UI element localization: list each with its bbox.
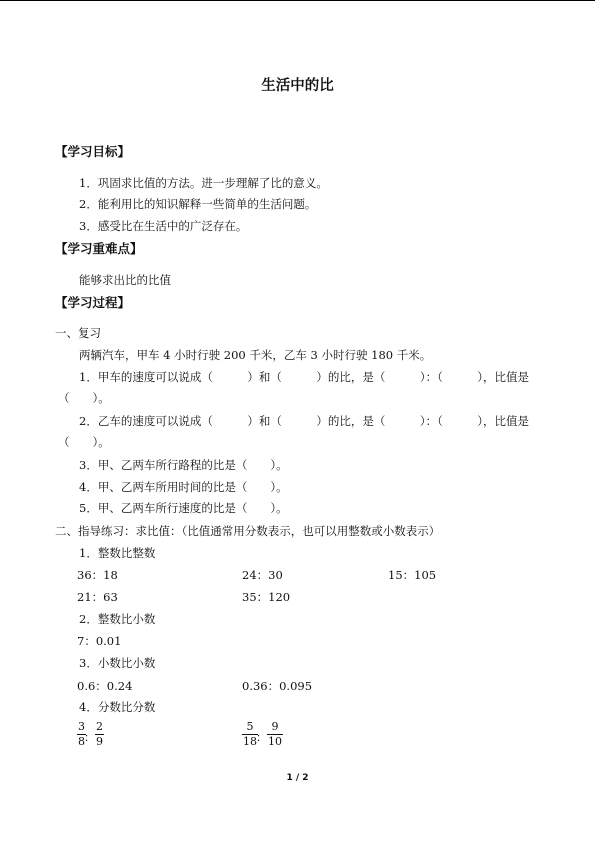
objectives-heading: 【学习目标】 (55, 144, 131, 159)
key-points-heading: 【学习重难点】 (55, 241, 143, 256)
fraction-numerator: 5 (246, 720, 254, 733)
page-top-border (0, 0, 595, 1)
ratio-item: 24：30 (242, 568, 283, 582)
ratio-item: 0.36：0.095 (242, 679, 313, 693)
review-q2-line1: 2．乙车的速度可以说成（ ）和（ ）的比，是（ ）：（ ），比值是 (79, 414, 530, 428)
ratio-item: 35：120 (242, 590, 291, 604)
fraction-denominator: 18 (243, 735, 257, 748)
review-q3: 3．甲、乙两车所行路程的比是（ ）。 (79, 458, 288, 472)
page-title: 生活中的比 (261, 78, 334, 94)
review-intro: 两辆汽车，甲车 4 小时行驶 200 千米，乙车 3 小时行驶 180 千米。 (79, 348, 432, 362)
key-points-text: 能够求出比的比值 (79, 273, 171, 287)
review-q1-line1: 1．甲车的速度可以说成（ ）和（ ）的比，是（ ）：（ ），比值是 (79, 370, 530, 384)
ratio-colon: ： (84, 731, 95, 744)
group1-label: 1．整数比整数 (79, 546, 156, 560)
group4-label: 4．分数比分数 (79, 700, 156, 714)
ratio-item: 21：63 (77, 590, 118, 604)
ratio-colon: ： (256, 731, 267, 744)
process-heading: 【学习过程】 (55, 295, 131, 310)
fraction-numerator: 9 (271, 720, 279, 733)
practice-heading: 二、指导练习：求比值：（比值通常用分数表示，也可以用整数或小数表示） (55, 524, 441, 538)
fraction-numerator: 2 (96, 720, 103, 733)
review-q1-line2: （ ）。 (58, 391, 110, 405)
fraction-9-10 (267, 721, 283, 748)
fraction-denominator: 9 (96, 735, 103, 748)
fraction-2-9 (95, 721, 104, 748)
fraction-denominator: 10 (268, 735, 282, 748)
objective-item-1: 1．巩固求比值的方法。进一步理解了比的意义。 (79, 176, 328, 190)
ratio-item: 7：0.01 (77, 634, 122, 648)
objective-item-3: 3．感受比在生活中的广泛存在。 (79, 219, 248, 233)
objective-item-2: 2．能利用比的知识解释一些简单的生活问题。 (79, 197, 317, 211)
fraction-numerator: 3 (78, 720, 85, 733)
group2-label: 2．整数比小数 (79, 612, 156, 626)
ratio-item: 15：105 (388, 568, 437, 582)
review-q5: 5．甲、乙两车所行速度的比是（ ）。 (79, 501, 288, 515)
ratio-item: 0.6：0.24 (77, 679, 133, 693)
review-q2-line2: （ ）。 (58, 435, 110, 449)
group3-label: 3．小数比小数 (79, 656, 156, 670)
fraction-denominator: 8 (78, 735, 85, 748)
review-heading: 一、复习 (55, 326, 101, 340)
review-q4: 4．甲、乙两车所用时间的比是（ ）。 (79, 480, 288, 494)
ratio-item: 36：18 (77, 568, 118, 582)
page-number: 1 / 2 (286, 773, 309, 783)
